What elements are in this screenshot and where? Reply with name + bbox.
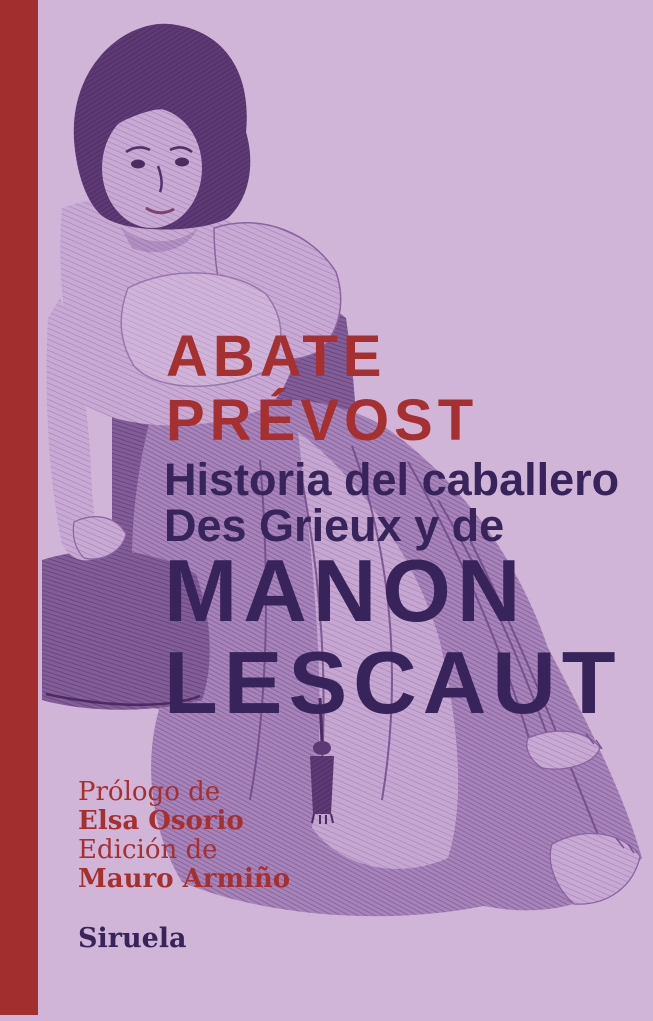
author-line-1: ABATE	[166, 324, 387, 389]
subtitle-line-2: Des Grieux y de	[164, 500, 505, 551]
spine-stripe	[0, 0, 38, 1015]
author-name	[166, 325, 478, 453]
book-title	[164, 541, 622, 732]
prologue-label: Prólogo de	[78, 777, 221, 807]
author-line-2: PRÉVOST	[166, 388, 479, 453]
edition-label: Edición de	[78, 835, 218, 865]
credits-block	[78, 778, 290, 894]
edition-author: Mauro Armiño	[78, 864, 291, 894]
title-line-2: LESCAUT	[164, 633, 622, 732]
publisher-logo: Siruela	[78, 923, 187, 954]
book-subtitle	[164, 454, 620, 551]
subtitle-line-1: Historia del caballero	[164, 454, 620, 505]
prologue-author: Elsa Osorio	[78, 806, 244, 836]
title-line-1: MANON	[164, 541, 527, 640]
